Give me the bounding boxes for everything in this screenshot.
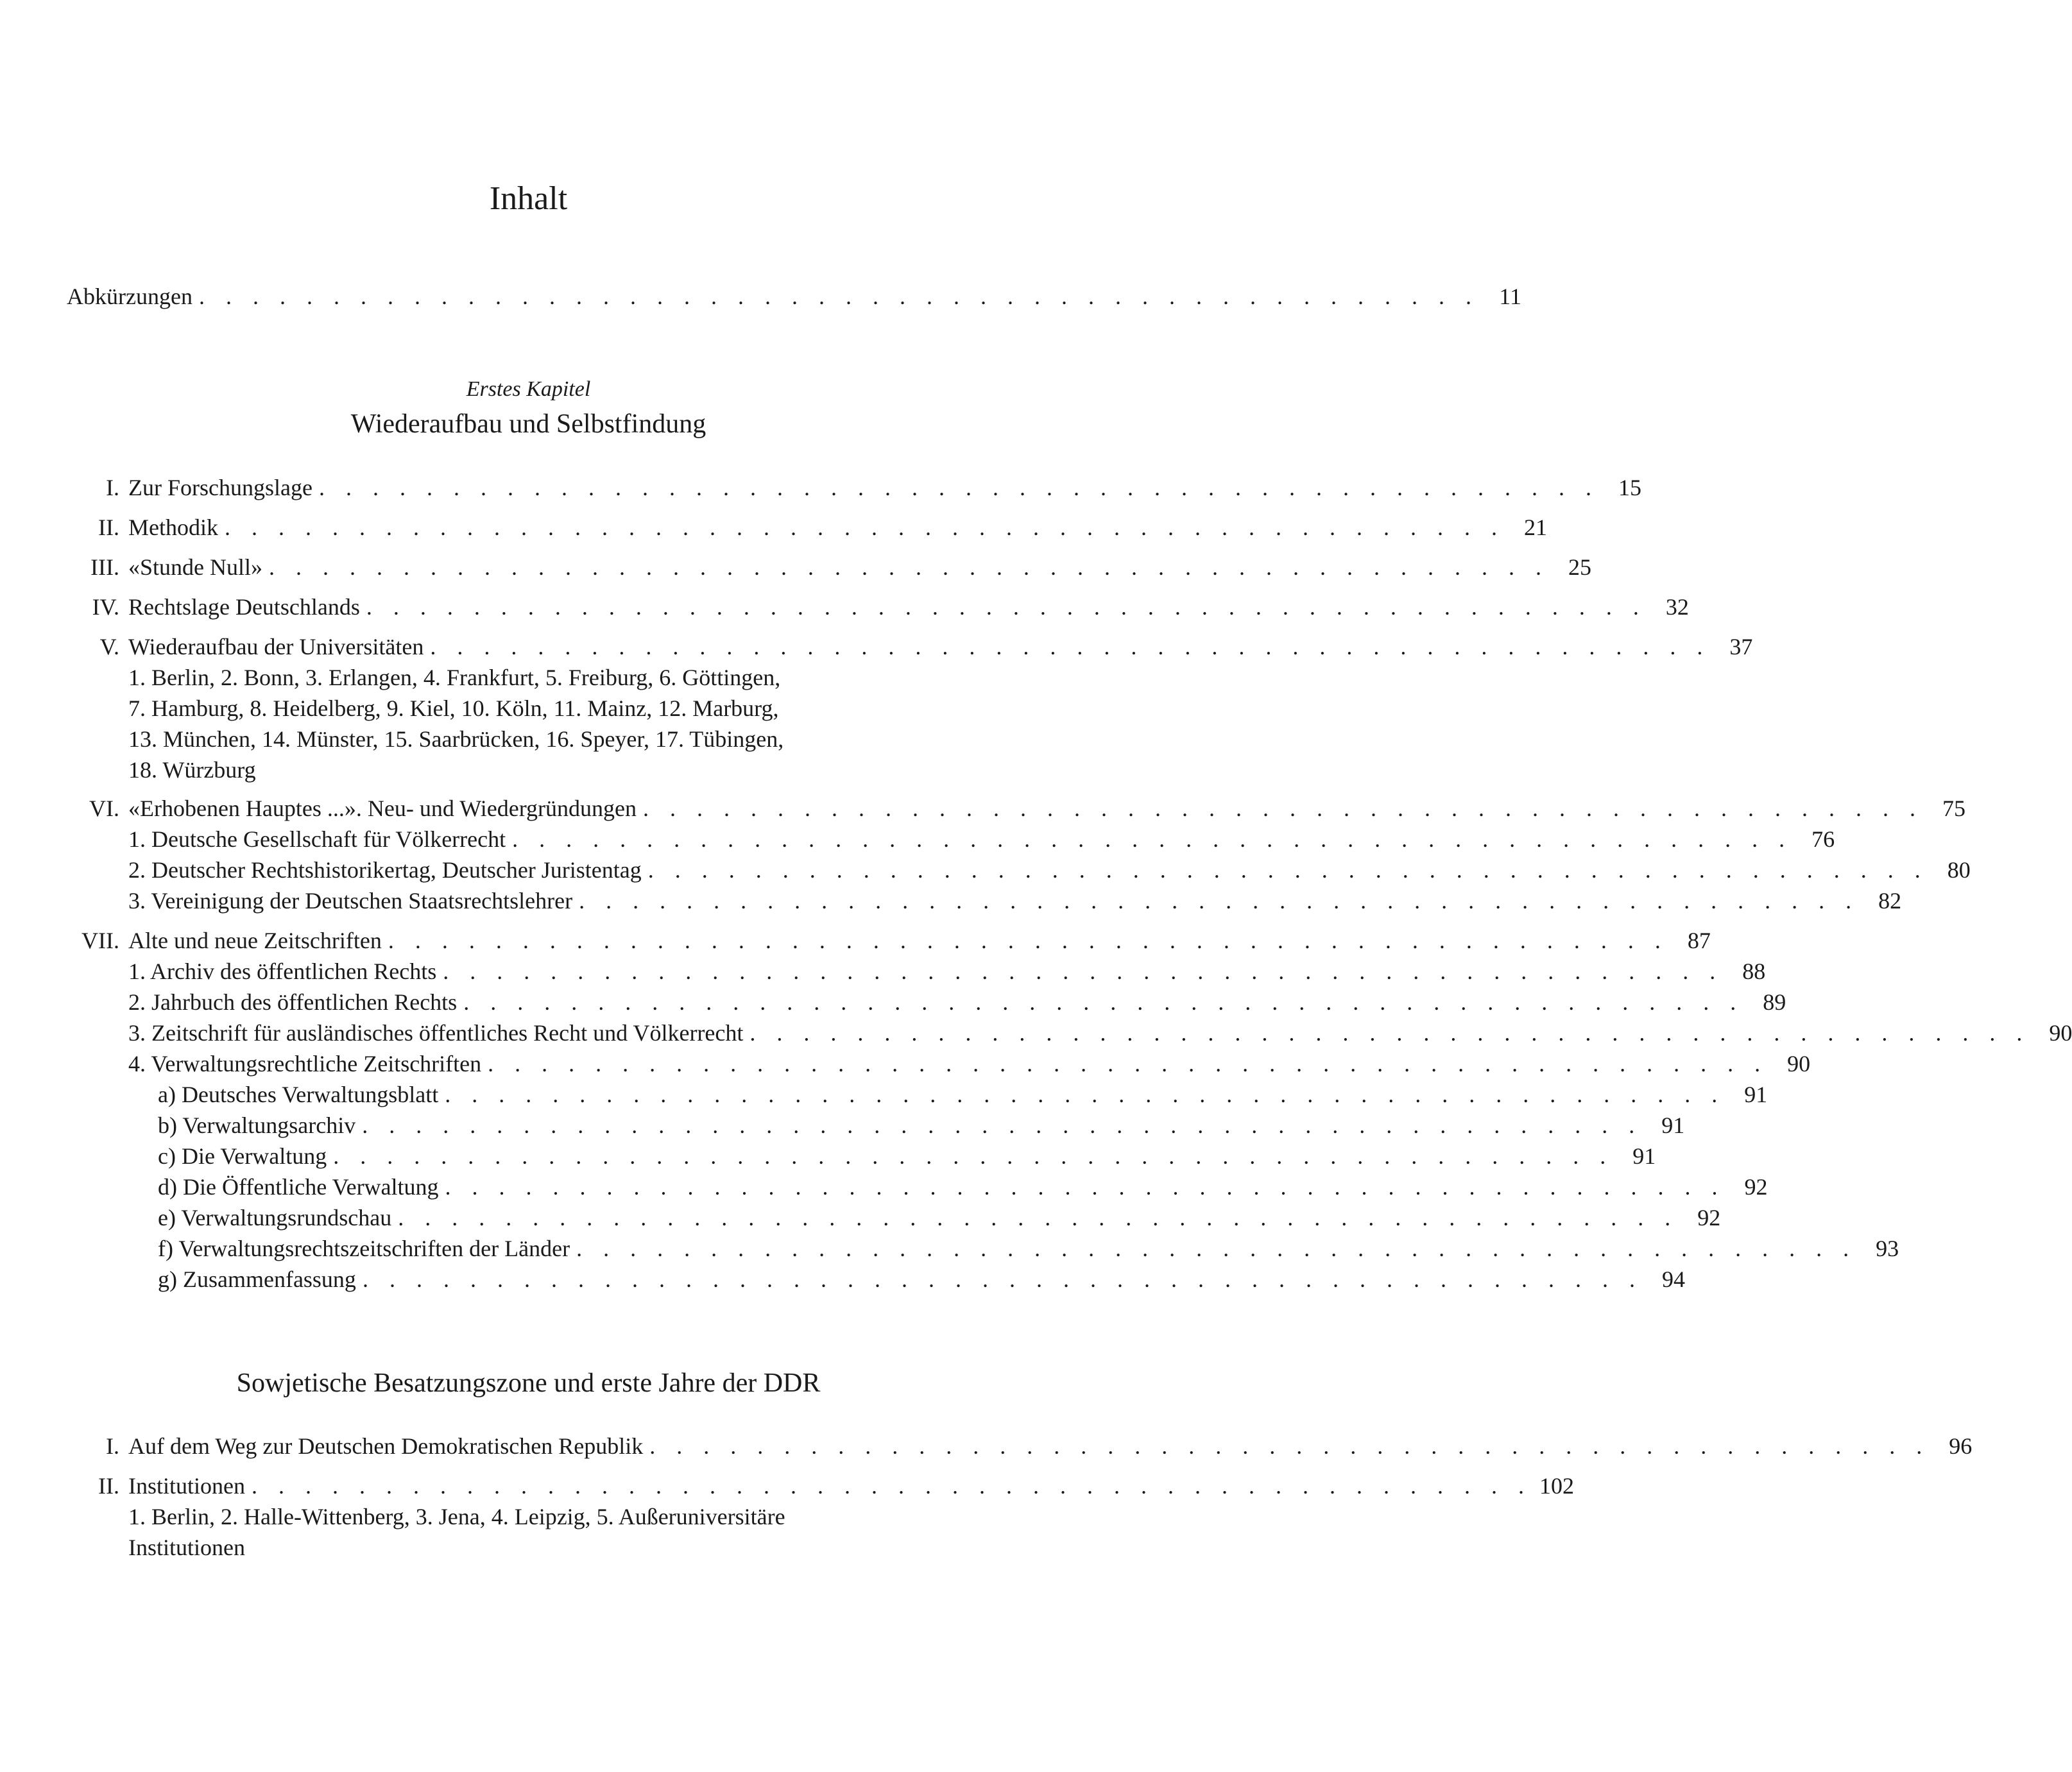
toc-subsubentry[interactable]: [158, 1079, 1768, 1110]
toc-section[interactable]: [106, 1431, 1973, 1461]
entry-label: Auf dem Weg zur Deutschen Demokratischen Republik: [128, 1433, 644, 1459]
toc-subentry[interactable]: [128, 987, 1786, 1018]
leader-dots: . . . . . . . . . . . . . . . . . . . . . . . . . . . . . . . . . . . . . . . . . . . . . . . .: [445, 1174, 1725, 1200]
entry-page: 94: [1661, 1266, 1685, 1292]
leader-dots: . . . . . . . . . . . . . . . . . . . . . . . . . . . . . . . . . . . . . . . . . . . . . . . .: [647, 857, 1928, 883]
entry-page: 25: [1568, 554, 1592, 580]
entry-page: 76: [1811, 826, 1835, 852]
section-number: V.: [99, 634, 119, 660]
entry-label: 3. Vereinigung der Deutschen Staatsrechtslehrer: [128, 888, 573, 914]
entry-label: 1. Archiv des öffentlichen Rechts: [128, 958, 437, 984]
university-list-line: 18. Würzburg: [128, 757, 256, 783]
entry-page: 37: [1729, 634, 1753, 660]
entry-label: 1. Deutsche Gesellschaft für Völkerrecht: [128, 826, 506, 852]
toc-section[interactable]: [106, 472, 1641, 503]
toc-section[interactable]: [92, 592, 1689, 622]
leader-dots: . . . . . . . . . . . . . . . . . . . . . . . . . . . . . . . . . . . . . . . . . . . . . . . .: [512, 826, 1793, 852]
institution-list-line: Institutionen: [128, 1535, 245, 1560]
entry-page: 80: [1947, 857, 1971, 883]
entry-page: 93: [1876, 1236, 1899, 1261]
entry-label: «Erhobenen Hauptes ...». Neu- und Wiedergründungen: [128, 796, 637, 821]
leader-dots: . . . . . . . . . . . . . . . . . . . . . . . . . . . . . . . . . . . . . . . . . . . . . . . .: [252, 1473, 1532, 1499]
section-number: I.: [106, 475, 119, 500]
entry-label: Zur Forschungslage: [128, 475, 313, 500]
toc-section[interactable]: [99, 631, 1753, 662]
entry-label: Abkürzungen: [67, 284, 193, 309]
leader-dots: . . . . . . . . . . . . . . . . . . . . . . . . . . . . . . . . . . . . . . . . . . . . . . . .: [225, 515, 1505, 540]
toc-subentry[interactable]: [128, 1048, 1811, 1079]
toc-section[interactable]: [89, 793, 1966, 824]
section-number: II.: [98, 1473, 119, 1499]
toc-section[interactable]: [98, 1470, 1574, 1501]
entry-label: 3. Zeitschrift für ausländisches öffentliches Recht und Völkerrecht: [128, 1020, 744, 1046]
entry-page: 11: [1499, 284, 1521, 309]
entry-page: 89: [1763, 989, 1786, 1015]
entry-page: 32: [1665, 594, 1689, 620]
entry-page: 90: [1787, 1051, 1811, 1077]
leader-dots: . . . . . . . . . . . . . . . . . . . . . . . . . . . . . . . . . . . . . . . . . . . . . . . .: [488, 1051, 1768, 1077]
leader-dots: . . . . . . . . . . . . . . . . . . . . . . . . . . . . . . . . . . . . . . . . . . . . . . . .: [362, 1112, 1643, 1138]
entry-page: 90: [2049, 1020, 2072, 1046]
entry-page: 88: [1742, 958, 1766, 984]
toc-subsubentry[interactable]: [158, 1202, 1721, 1233]
entry-label: 2. Jahrbuch des öffentlichen Rechts: [128, 989, 458, 1015]
entry-label: Alte und neue Zeitschriften: [128, 928, 382, 953]
entry-label: d) Die Öffentliche Verwaltung: [158, 1174, 439, 1200]
leader-dots: . . . . . . . . . . . . . . . . . . . . . . . . . . . . . . . . . . . . . . . . . . . . . . . .: [362, 1266, 1643, 1292]
toc-subentry[interactable]: [128, 855, 1971, 885]
page-title: Inhalt: [489, 180, 568, 217]
university-list-line: 1. Berlin, 2. Bonn, 3. Erlangen, 4. Frankfurt, 5. Freiburg, 6. Göttingen,: [128, 665, 781, 690]
entry-label: Wiederaufbau der Universitäten: [128, 634, 424, 660]
toc-section[interactable]: [98, 512, 1547, 543]
entry-page: 21: [1524, 515, 1547, 540]
entry-label: e) Verwaltungsrundschau: [158, 1205, 392, 1231]
leader-dots: . . . . . . . . . . . . . . . . . . . . . . . . . . . . . . . . . . . . . . . . . . . . . . . .: [579, 888, 1860, 914]
entry-label: a) Deutsches Verwaltungsblatt: [158, 1082, 439, 1107]
toc-subsubentry[interactable]: [158, 1141, 1656, 1171]
section-number: VII.: [81, 928, 119, 953]
leader-dots: . . . . . . . . . . . . . . . . . . . . . . . . . . . . . . . . . . . . . . . . . . . . . . . .: [388, 928, 1668, 953]
leader-dots: . . . . . . . . . . . . . . . . . . . . . . . . . . . . . . . . . . . . . . . . . . . . . . . .: [749, 1020, 2030, 1046]
section-number: IV.: [92, 594, 119, 620]
leader-dots: . . . . . . . . . . . . . . . . . . . . . . . . . . . . . . . . . . . . . . . . . . . . . . . .: [430, 634, 1711, 660]
leader-dots: . . . . . . . . . . . . . . . . . . . . . . . . . . . . . . . . . . . . . . . . . . . . . . . .: [318, 475, 1599, 500]
entry-page: 87: [1687, 928, 1711, 953]
section-number: I.: [106, 1433, 119, 1459]
leader-dots: . . . . . . . . . . . . . . . . . . . . . . . . . . . . . . . . . . . . . . . . . . . . . . . .: [366, 594, 1647, 620]
leader-dots: . . . . . . . . . . . . . . . . . . . . . . . . . . . . . . . . . . . . . . . . . . . . . . . .: [576, 1236, 1857, 1261]
entry-page: 96: [1949, 1433, 1973, 1459]
leader-dots: . . . . . . . . . . . . . . . . . . . . . . . . . . . . . . . . . . . . . . . . . . . . . . . .: [269, 554, 1550, 580]
leader-dots: . . . . . . . . . . . . . . . . . . . . . . . . . . . . . . . . . . . . . . . . . . . . . . . .: [398, 1205, 1679, 1231]
entry-page: 82: [1878, 888, 1902, 914]
toc-subentry[interactable]: [128, 885, 1902, 916]
entry-label: g) Zusammenfassung: [158, 1266, 356, 1292]
leader-dots: . . . . . . . . . . . . . . . . . . . . . . . . . . . . . . . . . . . . . . . . . . . . . . . .: [643, 796, 1924, 821]
toc-section[interactable]: [81, 925, 1711, 956]
entry-label: Rechtslage Deutschlands: [128, 594, 360, 620]
toc-subentry[interactable]: [128, 824, 1835, 855]
entry-label: c) Die Verwaltung: [158, 1143, 327, 1169]
entry-page: 102: [1539, 1473, 1574, 1499]
university-list-line: 7. Hamburg, 8. Heidelberg, 9. Kiel, 10. Köln, 11. Mainz, 12. Marburg,: [128, 695, 779, 721]
institution-list-line: 1. Berlin, 2. Halle-Wittenberg, 3. Jena, 4. Leipzig, 5. Außeruniversitäre: [128, 1504, 785, 1529]
entry-label: f) Verwaltungsrechtszeitschriften der Länder: [158, 1236, 570, 1261]
toc-section[interactable]: [90, 552, 1592, 583]
entry-page: 91: [1661, 1112, 1685, 1138]
entry-label: Institutionen: [128, 1473, 245, 1499]
university-list-line: 13. München, 14. Münster, 15. Saarbrücken, 16. Speyer, 17. Tübingen,: [128, 726, 784, 752]
entry-page: 15: [1618, 475, 1641, 500]
toc-subentry[interactable]: [128, 956, 1766, 987]
section-number: II.: [98, 515, 119, 540]
entry-label: «Stunde Null»: [128, 554, 263, 580]
toc-entry-abbreviations[interactable]: [67, 281, 1521, 312]
leader-dots: . . . . . . . . . . . . . . . . . . . . . . . . . . . . . . . . . . . . . . . . . . . . . . . .: [198, 284, 1479, 309]
chapter-title: Wiederaufbau und Selbstfindung: [350, 409, 706, 439]
entry-page: 91: [1744, 1082, 1768, 1107]
entry-label: 4. Verwaltungsrechtliche Zeitschriften: [128, 1051, 482, 1077]
section-number: III.: [90, 554, 119, 580]
leader-dots: . . . . . . . . . . . . . . . . . . . . . . . . . . . . . . . . . . . . . . . . . . . . . . . .: [649, 1433, 1930, 1459]
leader-dots: . . . . . . . . . . . . . . . . . . . . . . . . . . . . . . . . . . . . . . . . . . . . . . . .: [445, 1082, 1725, 1107]
entry-page: 75: [1942, 796, 1966, 821]
entry-page: 92: [1744, 1174, 1768, 1200]
entry-label: Methodik: [128, 515, 218, 540]
leader-dots: . . . . . . . . . . . . . . . . . . . . . . . . . . . . . . . . . . . . . . . . . . . . . . . .: [443, 958, 1724, 984]
toc-subsubentry[interactable]: [158, 1233, 1899, 1264]
toc-subsubentry[interactable]: [158, 1264, 1685, 1295]
entry-page: 91: [1632, 1143, 1656, 1169]
entry-page: 92: [1697, 1205, 1721, 1231]
leader-dots: . . . . . . . . . . . . . . . . . . . . . . . . . . . . . . . . . . . . . . . . . . . . . . . .: [463, 989, 1744, 1015]
toc-subsubentry[interactable]: [158, 1110, 1685, 1141]
entry-label: 2. Deutscher Rechtshistorikertag, Deutscher Juristentag: [128, 857, 642, 883]
entry-label: b) Verwaltungsarchiv: [158, 1112, 356, 1138]
chapter-title: Sowjetische Besatzungszone und erste Jahre der DDR: [236, 1368, 821, 1398]
leader-dots: . . . . . . . . . . . . . . . . . . . . . . . . . . . . . . . . . . . . . . . . . . . . . . . .: [333, 1143, 1614, 1169]
chapter-label: Erstes Kapitel: [466, 377, 591, 401]
section-number: VI.: [89, 796, 119, 821]
toc-subentry[interactable]: [128, 1018, 2072, 1048]
toc-subsubentry[interactable]: [158, 1171, 1768, 1202]
